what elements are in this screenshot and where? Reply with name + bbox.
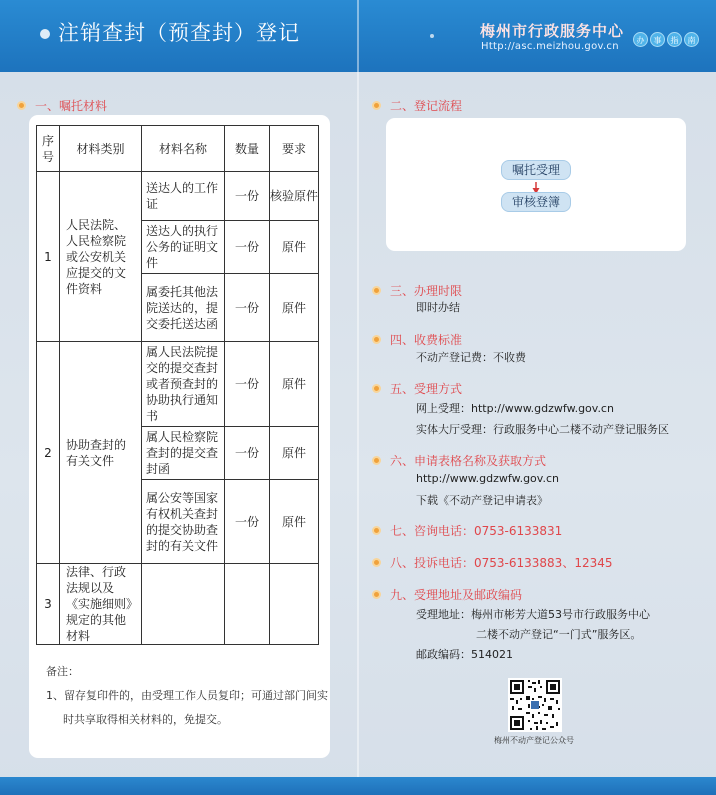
qr-caption: 梅州不动产登记公众号 xyxy=(494,736,574,745)
brand-pill: 南 xyxy=(684,32,699,47)
notes-label: 备注： xyxy=(46,665,79,678)
material-qty: 一份 xyxy=(225,274,270,342)
address-line: 受理地址：梅州市彬芳大道53号市行政服务中心 xyxy=(416,608,650,621)
material-qty: 一份 xyxy=(225,342,270,427)
section-3-heading: 三、办理时限 xyxy=(372,282,462,299)
material-qty: 一份 xyxy=(225,480,270,564)
note-line: 1、留存复印件的，由受理工作人员复印；可通过部门间实 xyxy=(46,689,328,702)
material-qty: 一份 xyxy=(225,427,270,480)
material-req: 原件 xyxy=(270,342,319,427)
materials-table xyxy=(36,125,319,645)
header-decoration-dot xyxy=(40,29,50,39)
fee-standard: 不动产登记费：不收费 xyxy=(416,351,526,364)
material-name: 送达人的工作证 xyxy=(142,172,225,221)
bullet-icon xyxy=(372,558,381,567)
material-type: 人民法院、人民检察院或公安机关应提交的文件资料 xyxy=(60,172,142,342)
header-decoration-spark xyxy=(430,34,434,38)
address-line: 二楼不动产登记“一门式”服务区。 xyxy=(476,628,642,641)
section-7-heading: 七、咨询电话：0753-6133831 xyxy=(372,522,562,539)
bullet-icon xyxy=(372,335,381,344)
brand-url: Http://asc.meizhou.gov.cn xyxy=(481,41,619,52)
hall-acceptance: 实体大厅受理：行政服务中心二楼不动产登记服务区 xyxy=(416,423,669,436)
bullet-icon xyxy=(372,384,381,393)
bullet-icon xyxy=(372,526,381,535)
form-download-url: http://www.gdzwfw.gov.cn xyxy=(416,472,559,485)
section-2-heading: 二、登记流程 xyxy=(372,97,462,114)
material-req: 原件 xyxy=(270,274,319,342)
material-name: 送达人的执行公务的证明文件 xyxy=(142,221,225,274)
bullet-icon xyxy=(372,590,381,599)
footer-bar xyxy=(0,777,716,795)
table-row xyxy=(37,172,319,221)
material-qty xyxy=(225,564,270,645)
note-line: 时共享取得相关材料的，免提交。 xyxy=(63,713,228,726)
section-1-heading: 一、嘱托材料 xyxy=(17,97,107,114)
material-req: 原件 xyxy=(270,427,319,480)
brand-pill: 办 xyxy=(633,32,648,47)
section-6-heading: 六、申请表格名称及获取方式 xyxy=(372,452,546,469)
material-name: 属人民法院提交的提交查封或者预查封的协助执行通知书 xyxy=(142,342,225,427)
table-row xyxy=(37,564,319,645)
notes xyxy=(46,660,328,732)
section-8-heading: 八、投诉电话：0753-6133883、12345 xyxy=(372,554,613,571)
bullet-icon xyxy=(372,456,381,465)
table-row xyxy=(37,342,319,427)
material-req: 原件 xyxy=(270,480,319,564)
brand-pill: 事 xyxy=(650,32,665,47)
section-4-heading: 四、收费标准 xyxy=(372,331,462,348)
brand-pills xyxy=(633,32,699,47)
col-header-name: 材料名称 xyxy=(142,126,225,172)
flow-step-entrust: 嘱托受理 xyxy=(501,160,571,180)
material-name: 属人民检察院查封的提交查封函 xyxy=(142,427,225,480)
brand-name: 梅州市行政服务中心 xyxy=(480,22,625,40)
material-req xyxy=(270,564,319,645)
processing-time: 即时办结 xyxy=(416,301,460,314)
brand-pill: 指 xyxy=(667,32,682,47)
section-5-heading: 五、受理方式 xyxy=(372,380,462,397)
row-number: 2 xyxy=(37,342,60,564)
flow-step-review: 审核登簿 xyxy=(501,192,571,212)
postal-code: 邮政编码：514021 xyxy=(416,648,513,661)
material-req: 原件 xyxy=(270,221,319,274)
material-type: 协助查封的有关文件 xyxy=(60,342,142,564)
flow-diagram xyxy=(386,118,686,251)
bullet-icon xyxy=(372,286,381,295)
row-number: 3 xyxy=(37,564,60,645)
bullet-icon xyxy=(17,101,26,110)
material-name: 属公安等国家有权机关查封的提交协助查封的有关文件 xyxy=(142,480,225,564)
row-number: 1 xyxy=(37,172,60,342)
page-title: 注销查封（预查封）登记 xyxy=(58,21,300,45)
material-name xyxy=(142,564,225,645)
col-header-type: 材料类别 xyxy=(60,126,142,172)
material-name: 属委托其他法院送达的，提交委托送达函 xyxy=(142,274,225,342)
material-type: 法律、行政法规以及《实施细则》规定的其他材料 xyxy=(60,564,142,645)
material-qty: 一份 xyxy=(225,221,270,274)
material-req: 核验原件 xyxy=(270,172,319,221)
online-acceptance: 网上受理：http://www.gdzwfw.gov.cn xyxy=(416,402,614,415)
material-qty: 一份 xyxy=(225,172,270,221)
col-header-no: 序号 xyxy=(37,126,60,172)
fold-line xyxy=(357,0,359,795)
table-header-row xyxy=(37,126,319,172)
bullet-icon xyxy=(372,101,381,110)
form-download-name: 下载《不动产登记申请表》 xyxy=(416,494,548,507)
qr-code-icon xyxy=(508,678,562,732)
section-9-heading: 九、受理地址及邮政编码 xyxy=(372,586,522,603)
col-header-qty: 数量 xyxy=(225,126,270,172)
col-header-req: 要求 xyxy=(270,126,319,172)
